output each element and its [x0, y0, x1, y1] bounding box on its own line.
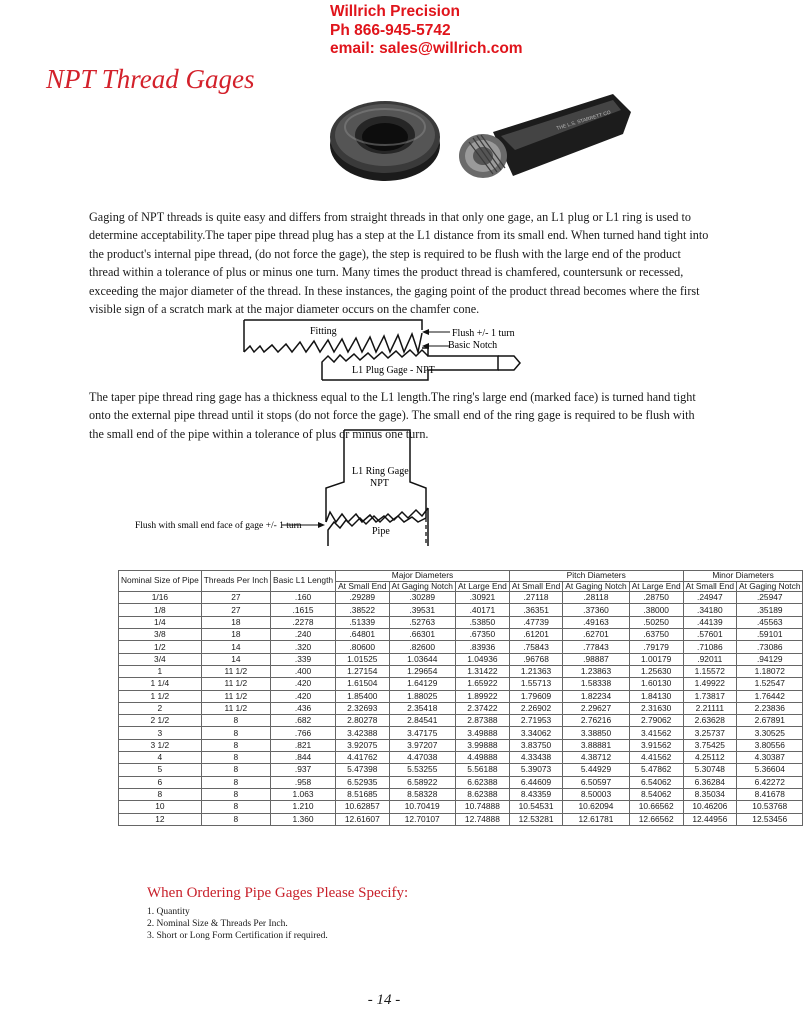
table-cell: 3.49888 [455, 727, 509, 739]
table-cell: 12.44956 [683, 813, 736, 825]
table-cell: 14 [201, 653, 270, 665]
table-cell: 2.71953 [509, 715, 562, 727]
plug-gage-photo [453, 92, 633, 184]
header-major-large-end: At Large End [455, 581, 509, 592]
table-row [119, 665, 803, 677]
table-row [119, 604, 803, 616]
table-cell: 4.41762 [336, 752, 389, 764]
table-cell: 10.46206 [683, 801, 736, 813]
table-cell: .45563 [737, 616, 803, 628]
table-cell: 12.74888 [455, 813, 509, 825]
table-cell: .240 [271, 629, 336, 641]
table-cell: 8.62388 [455, 788, 509, 800]
header-pitch-small-end: At Small End [509, 581, 562, 592]
table-cell: 3 1/2 [119, 739, 202, 751]
header-pitch-large-end: At Large End [629, 581, 683, 592]
table-cell: .92011 [683, 653, 736, 665]
table-cell: .57601 [683, 629, 736, 641]
table-cell: 1.73817 [683, 690, 736, 702]
table-cell: 11 1/2 [201, 690, 270, 702]
table-cell: .44139 [683, 616, 736, 628]
table-cell: 8.50003 [563, 788, 629, 800]
table-cell: .98887 [563, 653, 629, 665]
header-minor-small-end: At Small End [683, 581, 736, 592]
ring-flush-label: Flush with small end face of gage +/- 1 turn [135, 521, 302, 531]
table-cell: .320 [271, 641, 336, 653]
table-cell: 1.04936 [455, 653, 509, 665]
table-cell: .34180 [683, 604, 736, 616]
table-cell: 4.41562 [629, 752, 683, 764]
ring-gage-diagram [130, 428, 450, 550]
header-threads-per-inch: Threads Per Inch [201, 571, 270, 592]
table-cell: 2 1/2 [119, 715, 202, 727]
table-cell: 1/16 [119, 592, 202, 604]
table-cell: 3.92075 [336, 739, 389, 751]
header-pitch-gaging-notch: At Gaging Notch [563, 581, 629, 592]
page-title: NPT Thread Gages [46, 64, 255, 94]
table-cell: 4.38712 [563, 752, 629, 764]
table-cell: 8 [201, 715, 270, 727]
table-cell: 1.29654 [389, 665, 455, 677]
table-cell: .59101 [737, 629, 803, 641]
table-cell: .64801 [336, 629, 389, 641]
table-cell: 1.15572 [683, 665, 736, 677]
table-row [119, 801, 803, 813]
table-cell: .28750 [629, 592, 683, 604]
table-cell: 8.51685 [336, 788, 389, 800]
header-pitch-diameters: Pitch Diameters [509, 571, 683, 582]
table-cell: 3.25737 [683, 727, 736, 739]
table-cell: 11 1/2 [201, 678, 270, 690]
table-cell: .420 [271, 690, 336, 702]
table-cell: 1.00179 [629, 653, 683, 665]
header-minor-diameters: Minor Diameters [683, 571, 803, 582]
table-cell: 1/4 [119, 616, 202, 628]
table-cell: 5.44929 [563, 764, 629, 776]
table-cell: 3.75425 [683, 739, 736, 751]
table-cell: 10.70419 [389, 801, 455, 813]
table-cell: 1/8 [119, 604, 202, 616]
table-cell: .53850 [455, 616, 509, 628]
table-cell: 2.32693 [336, 702, 389, 714]
table-cell: 8 [201, 764, 270, 776]
table-cell: 1 1/2 [119, 690, 202, 702]
table-cell: 5.47862 [629, 764, 683, 776]
table-cell: 2.76216 [563, 715, 629, 727]
table-row [119, 788, 803, 800]
table-cell: 3.99888 [455, 739, 509, 751]
table-cell: 2.29627 [563, 702, 629, 714]
table-row [119, 641, 803, 653]
table-cell: 1.063 [271, 788, 336, 800]
header-major-gaging-notch: At Gaging Notch [389, 581, 455, 592]
table-cell: 3/8 [119, 629, 202, 641]
table-cell: 1.31422 [455, 665, 509, 677]
table-cell: .79179 [629, 641, 683, 653]
contact-block [330, 3, 523, 59]
table-cell: 8 [201, 752, 270, 764]
table-cell: .35189 [737, 604, 803, 616]
table-cell: 8.58328 [389, 788, 455, 800]
table-cell: 11 1/2 [201, 665, 270, 677]
table-cell: 2.67891 [737, 715, 803, 727]
table-cell: 10.62094 [563, 801, 629, 813]
table-cell: 1.03644 [389, 653, 455, 665]
table-cell: 8 [201, 801, 270, 813]
table-cell: 1.79609 [509, 690, 562, 702]
table-cell: 6.58922 [389, 776, 455, 788]
table-cell: 1.52547 [737, 678, 803, 690]
table-row [119, 629, 803, 641]
table-cell: 1.58338 [563, 678, 629, 690]
table-cell: 3.38850 [563, 727, 629, 739]
table-row [119, 739, 803, 751]
table-cell: 1.55713 [509, 678, 562, 690]
table-cell: 1.65922 [455, 678, 509, 690]
table-cell: 3.83750 [509, 739, 562, 751]
table-cell: .39531 [389, 604, 455, 616]
table-cell: 8.35034 [683, 788, 736, 800]
table-cell: .80600 [336, 641, 389, 653]
table-cell: 12.53456 [737, 813, 803, 825]
table-cell: 3.41562 [629, 727, 683, 739]
table-cell: 6.50597 [563, 776, 629, 788]
table-cell: 12.53281 [509, 813, 562, 825]
intro-paragraph: Gaging of NPT threads is quite easy and differs from straight threads in that only one gage, an L1 plug or L1 ring is used to determine acceptability.The taper pipe thread plug has a step at the L1 distance from its small end. When turned hand tight into the product's internal pipe thread, (do not force the gage), the step is required to be flush with the large end of the product thread within a tolerance of plus or minus one turn. Many times the product thread is chamfered, countersunk or recessed, exceeding the major diameter of the thread. In these instances, the gaging point of the product thread becomes where the first visible sign of a scratch mark at the major diameter occurs on the chamfer cone. [89, 210, 709, 317]
table-cell: .766 [271, 727, 336, 739]
table-cell: 10.53768 [737, 801, 803, 813]
table-cell: 12.61781 [563, 813, 629, 825]
table-cell: 10.74888 [455, 801, 509, 813]
table-cell: 2.79062 [629, 715, 683, 727]
ordering-item: 1. Quantity [147, 907, 190, 917]
table-cell: 3.88881 [563, 739, 629, 751]
table-cell: .339 [271, 653, 336, 665]
table-cell: 1.82234 [563, 690, 629, 702]
plug-gage-diagram [236, 318, 526, 384]
table-cell: 8 [201, 727, 270, 739]
ordering-item: 3. Short or Long Form Certification if required. [147, 931, 328, 941]
table-cell: 1 1/4 [119, 678, 202, 690]
table-cell: 1.23863 [563, 665, 629, 677]
table-cell: 3 [119, 727, 202, 739]
table-cell: .52763 [389, 616, 455, 628]
table-cell: 2.21111 [683, 702, 736, 714]
table-cell: .73086 [737, 641, 803, 653]
table-cell: .66301 [389, 629, 455, 641]
table-cell: .160 [271, 592, 336, 604]
table-row [119, 690, 803, 702]
table-cell: 5.36604 [737, 764, 803, 776]
table-cell: .29289 [336, 592, 389, 604]
ring-paragraph: The taper pipe thread ring gage has a thickness equal to the L1 length.The ring's large end (marked face) is turned hand tight onto the external pipe thread until it stops (do not force the gage). The small end of the ring gage is required to be flush with the small end of the pipe within a tolerance of plus or minus one turn. [89, 390, 696, 441]
table-cell: 2.87388 [455, 715, 509, 727]
table-cell: 1.18072 [737, 665, 803, 677]
table-cell: .30289 [389, 592, 455, 604]
table-row [119, 653, 803, 665]
table-cell: 10 [119, 801, 202, 813]
table-cell: 2.35418 [389, 702, 455, 714]
table-cell: .958 [271, 776, 336, 788]
table-cell: 8 [201, 776, 270, 788]
table-cell: 1.64129 [389, 678, 455, 690]
table-cell: 3.42388 [336, 727, 389, 739]
header-major-small-end: At Small End [336, 581, 389, 592]
header-basic-l1: Basic L1 Length [271, 571, 336, 592]
table-cell: 8.54062 [629, 788, 683, 800]
table-cell: .51339 [336, 616, 389, 628]
table-cell: .25947 [737, 592, 803, 604]
table-cell: .94129 [737, 653, 803, 665]
table-cell: .2278 [271, 616, 336, 628]
table-cell: 1.89922 [455, 690, 509, 702]
ring-gage-npt-label: NPT [370, 478, 389, 489]
table-cell: .77843 [563, 641, 629, 653]
table-cell: 18 [201, 616, 270, 628]
table-cell: .36351 [509, 604, 562, 616]
table-cell: 6.62388 [455, 776, 509, 788]
table-cell: 1.360 [271, 813, 336, 825]
table-cell: 1/2 [119, 641, 202, 653]
table-cell: 8.43359 [509, 788, 562, 800]
table-cell: 3/4 [119, 653, 202, 665]
table-row [119, 592, 803, 604]
table-cell: 6.36284 [683, 776, 736, 788]
table-cell: .49163 [563, 616, 629, 628]
table-cell: 2.84541 [389, 715, 455, 727]
table-cell: 3.80556 [737, 739, 803, 751]
table-cell: 1.88025 [389, 690, 455, 702]
header-nominal-size: Nominal Size of Pipe [119, 571, 202, 592]
table-cell: 2.31630 [629, 702, 683, 714]
table-cell: 5.47398 [336, 764, 389, 776]
email-address[interactable]: email: sales@willrich.com [330, 40, 523, 57]
table-row [119, 616, 803, 628]
table-cell: 5.30748 [683, 764, 736, 776]
table-cell: 4.49888 [455, 752, 509, 764]
table-cell: 8.41678 [737, 788, 803, 800]
table-cell: .682 [271, 715, 336, 727]
header-minor-gaging-notch: At Gaging Notch [737, 581, 803, 592]
basic-notch-label: Basic Notch [448, 340, 498, 351]
table-cell: .40171 [455, 604, 509, 616]
table-cell: 2 [119, 702, 202, 714]
table-cell: 6.44609 [509, 776, 562, 788]
table-cell: .50250 [629, 616, 683, 628]
table-cell: .83936 [455, 641, 509, 653]
table-cell: 6.42272 [737, 776, 803, 788]
table-cell: 27 [201, 592, 270, 604]
table-cell: .436 [271, 702, 336, 714]
table-cell: .28118 [563, 592, 629, 604]
table-cell: 2.26902 [509, 702, 562, 714]
table-cell: .24947 [683, 592, 736, 604]
flush-label: Flush +/- 1 turn [452, 328, 515, 339]
svg-text:THE L.S. STARRETT CO: THE L.S. STARRETT CO [555, 109, 612, 132]
table-row [119, 764, 803, 776]
table-cell: 1.21363 [509, 665, 562, 677]
table-cell: 2.37422 [455, 702, 509, 714]
table-cell: 3.34062 [509, 727, 562, 739]
table-cell: 10.54531 [509, 801, 562, 813]
table-cell: 4.30387 [737, 752, 803, 764]
table-cell: 4 [119, 752, 202, 764]
table-cell: 1.60130 [629, 678, 683, 690]
table-row [119, 678, 803, 690]
table-row [119, 702, 803, 714]
table-cell: 1.25630 [629, 665, 683, 677]
table-cell: 10.66562 [629, 801, 683, 813]
table-cell: 12 [119, 813, 202, 825]
table-cell: 12.61607 [336, 813, 389, 825]
table-cell: 2.80278 [336, 715, 389, 727]
table-cell: 1.27154 [336, 665, 389, 677]
table-cell: .400 [271, 665, 336, 677]
table-cell: 1.85400 [336, 690, 389, 702]
table-cell: .71086 [683, 641, 736, 653]
table-row [119, 776, 803, 788]
table-cell: .937 [271, 764, 336, 776]
table-cell: 6.52935 [336, 776, 389, 788]
table-cell: 18 [201, 629, 270, 641]
table-cell: .96768 [509, 653, 562, 665]
table-cell: 2.23836 [737, 702, 803, 714]
ordering-list [147, 906, 328, 942]
table-row [119, 813, 803, 825]
ring-gage-label: L1 Ring Gage [352, 466, 409, 477]
table-cell: 11 1/2 [201, 702, 270, 714]
table-cell: 5.39073 [509, 764, 562, 776]
table-cell: .47739 [509, 616, 562, 628]
ring-gage-photo [328, 97, 442, 183]
table-row [119, 715, 803, 727]
table-cell: .821 [271, 739, 336, 751]
table-cell: 3.91562 [629, 739, 683, 751]
table-row [119, 752, 803, 764]
table-cell: 5.56188 [455, 764, 509, 776]
fitting-label: Fitting [310, 326, 337, 337]
table-cell: 1.76442 [737, 690, 803, 702]
phone-number: Ph 866-945-5742 [330, 21, 451, 39]
table-cell: .82600 [389, 641, 455, 653]
table-cell: .30921 [455, 592, 509, 604]
table-cell: 8 [201, 813, 270, 825]
table-cell: 14 [201, 641, 270, 653]
table-cell: .38000 [629, 604, 683, 616]
table-cell: .75843 [509, 641, 562, 653]
table-cell: 5 [119, 764, 202, 776]
table-cell: .1615 [271, 604, 336, 616]
table-cell: 4.33438 [509, 752, 562, 764]
table-cell: 4.25112 [683, 752, 736, 764]
table-cell: .63750 [629, 629, 683, 641]
table-cell: 8 [119, 788, 202, 800]
table-cell: 8 [201, 788, 270, 800]
table-cell: .67350 [455, 629, 509, 641]
company-name: Willrich Precision [330, 3, 460, 20]
pipe-label: Pipe [372, 526, 390, 537]
table-cell: 1.49922 [683, 678, 736, 690]
ordering-item: 2. Nominal Size & Threads Per Inch. [147, 919, 288, 929]
table-row [119, 727, 803, 739]
table-cell: 1.61504 [336, 678, 389, 690]
table-cell: 1.210 [271, 801, 336, 813]
table-cell: .62701 [563, 629, 629, 641]
header-major-diameters: Major Diameters [336, 571, 510, 582]
table-body [119, 592, 803, 826]
table-cell: .38522 [336, 604, 389, 616]
table-cell: 3.30525 [737, 727, 803, 739]
table-cell: 8 [201, 739, 270, 751]
table-cell: 3.97207 [389, 739, 455, 751]
table-cell: .844 [271, 752, 336, 764]
table-cell: 2.63628 [683, 715, 736, 727]
thread-table [118, 570, 803, 826]
plug-gage-label: L1 Plug Gage - NPT [352, 365, 435, 376]
table-cell: 1.84130 [629, 690, 683, 702]
table-cell: 6.54062 [629, 776, 683, 788]
npt-dimensions-table [118, 570, 803, 826]
table-cell: 3.47175 [389, 727, 455, 739]
table-cell: 5.53255 [389, 764, 455, 776]
table-cell: .27118 [509, 592, 562, 604]
table-cell: 10.62857 [336, 801, 389, 813]
table-cell: 12.70107 [389, 813, 455, 825]
table-cell: 6 [119, 776, 202, 788]
table-cell: 12.66562 [629, 813, 683, 825]
ordering-title: When Ordering Pipe Gages Please Specify: [147, 885, 409, 901]
table-cell: 1 [119, 665, 202, 677]
table-cell: .420 [271, 678, 336, 690]
table-cell: 27 [201, 604, 270, 616]
table-cell: 4.47038 [389, 752, 455, 764]
table-cell: .61201 [509, 629, 562, 641]
table-cell: .37360 [563, 604, 629, 616]
table-cell: 1.01525 [336, 653, 389, 665]
page-number: - 14 - [367, 992, 401, 1008]
